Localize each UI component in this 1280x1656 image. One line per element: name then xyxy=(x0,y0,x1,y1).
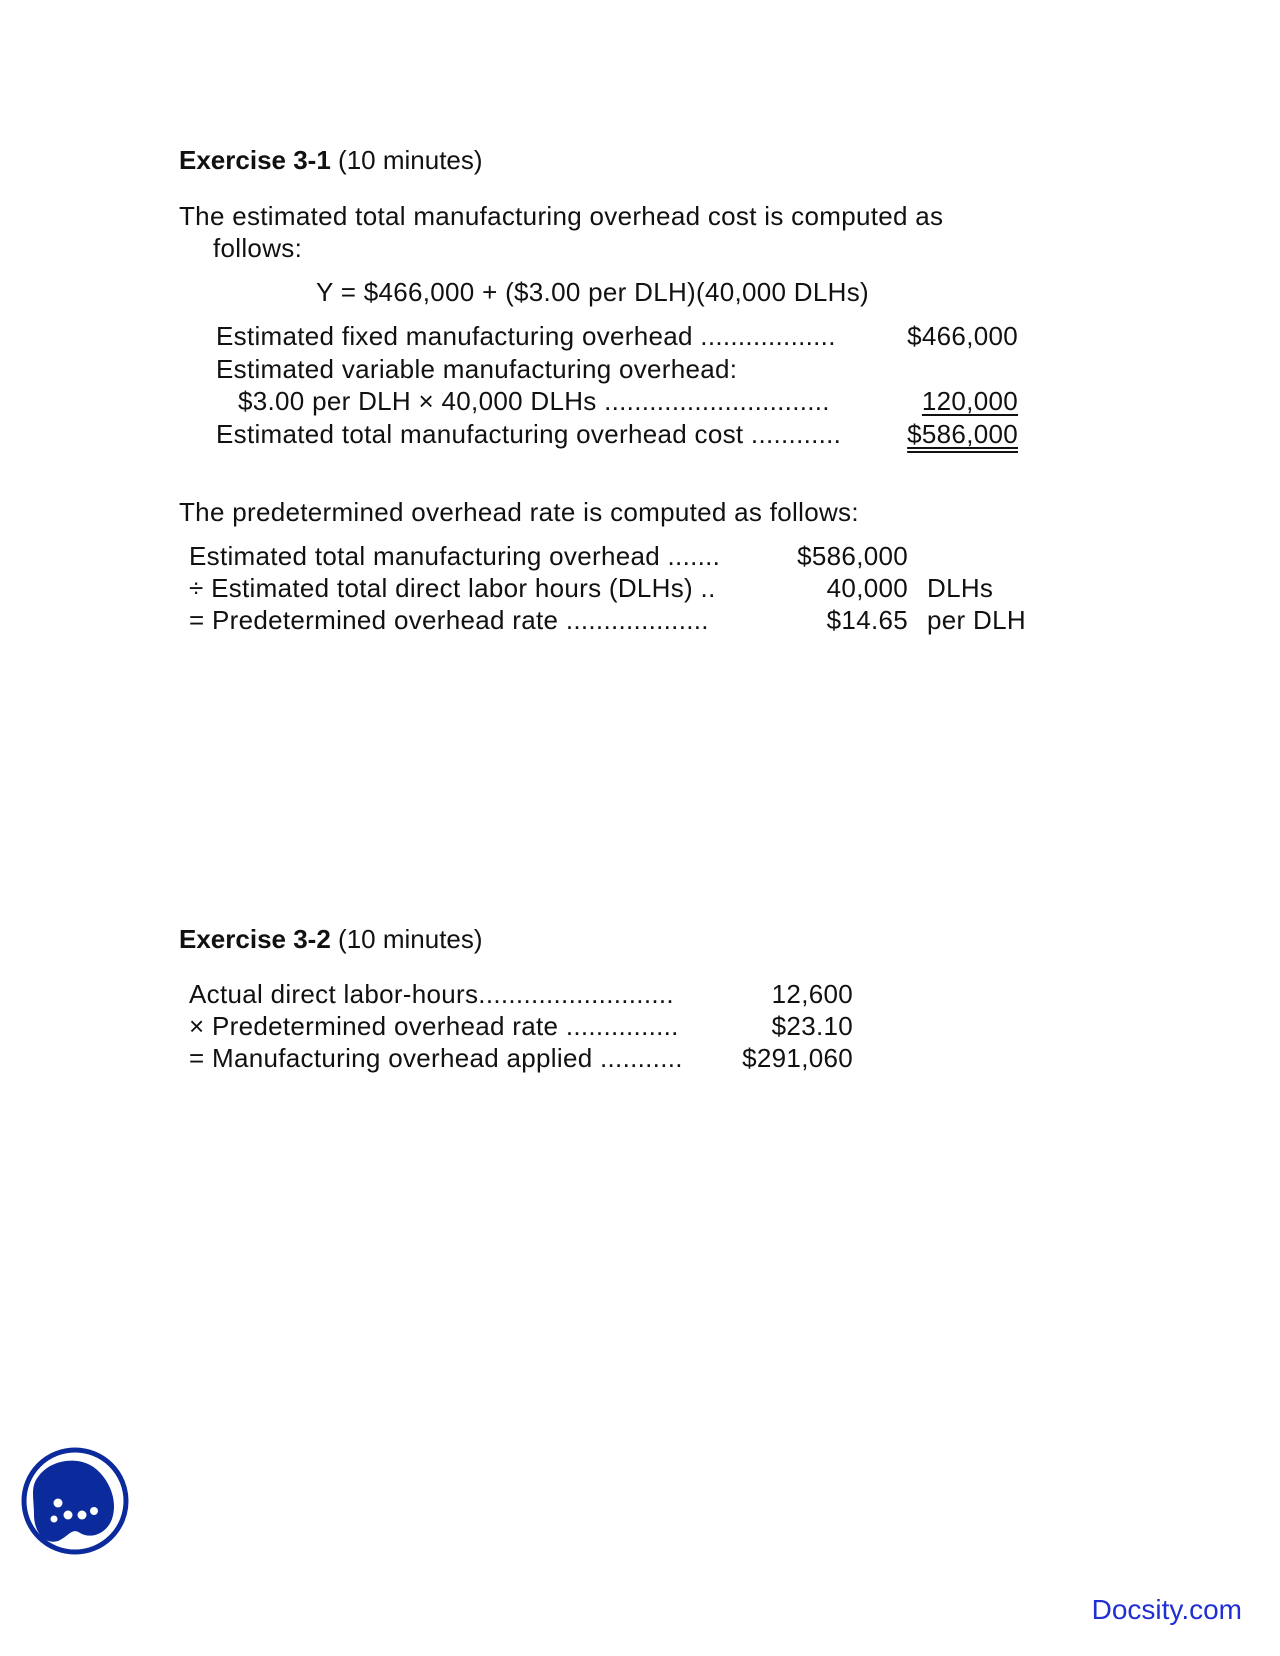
fixed-overhead-label: Estimated fixed manufacturing overhead .................. xyxy=(216,321,836,351)
cost-formula: Y = $466,000 + ($3.00 per DLH)(40,000 DLHs) xyxy=(316,277,869,307)
variable-overhead-amount: 120,000 xyxy=(921,386,1018,416)
intro-line-2: follows: xyxy=(213,233,303,263)
fixed-overhead-value: $466,000 xyxy=(907,321,1018,351)
applied-row-1-label: Actual direct labor-hours.......................... xyxy=(189,979,674,1009)
docsity-logo-icon[interactable] xyxy=(20,1445,130,1557)
rate-row-1-label: Estimated total manufacturing overhead ....... xyxy=(189,541,721,571)
docsity-logo-svg xyxy=(20,1445,130,1557)
total-overhead-value xyxy=(880,418,1018,450)
total-overhead-amount: $586,000 xyxy=(907,419,1018,449)
exercise-3-2-title: Exercise 3-2 xyxy=(179,924,331,954)
applied-row-3-label: = Manufacturing overhead applied ........... xyxy=(189,1043,683,1073)
rate-intro: The predetermined overhead rate is computed as follows: xyxy=(179,497,859,527)
total-overhead-label: Estimated total manufacturing overhead cost ............ xyxy=(216,419,842,449)
applied-row-3-value: $291,060 xyxy=(742,1043,853,1073)
exercise-3-1-time: (10 minutes) xyxy=(338,145,483,175)
exercise-3-2-time: (10 minutes) xyxy=(338,924,483,954)
rate-row-3-value: $14.65 xyxy=(826,605,908,635)
variable-overhead-value xyxy=(880,385,1018,417)
rate-row-3-unit: per DLH xyxy=(927,605,1026,635)
rate-row-3-label: = Predetermined overhead rate ................... xyxy=(189,605,709,635)
rate-row-2-unit: DLHs xyxy=(927,573,994,603)
variable-overhead-label: Estimated variable manufacturing overhead: xyxy=(216,354,738,384)
rate-row-2-label: ÷ Estimated total direct labor hours (DLHs) .. xyxy=(189,573,716,603)
intro-line-1: The estimated total manufacturing overhead cost is computed as xyxy=(179,201,944,231)
applied-row-2-value: $23.10 xyxy=(771,1011,853,1041)
applied-row-2-label: × Predetermined overhead rate ............... xyxy=(189,1011,679,1041)
exercise-3-1-title: Exercise 3-1 xyxy=(179,145,331,175)
exercise-3-2-heading xyxy=(179,923,483,955)
variable-overhead-calc-label: $3.00 per DLH × 40,000 DLHs .............................. xyxy=(238,386,830,416)
docsity-brand-link[interactable]: Docsity.com xyxy=(1091,1594,1242,1625)
applied-row-1-value: 12,600 xyxy=(771,979,853,1009)
rate-row-1-value: $586,000 xyxy=(797,541,908,571)
exercise-3-1-heading xyxy=(179,144,483,176)
rate-row-2-value: 40,000 xyxy=(826,573,908,603)
